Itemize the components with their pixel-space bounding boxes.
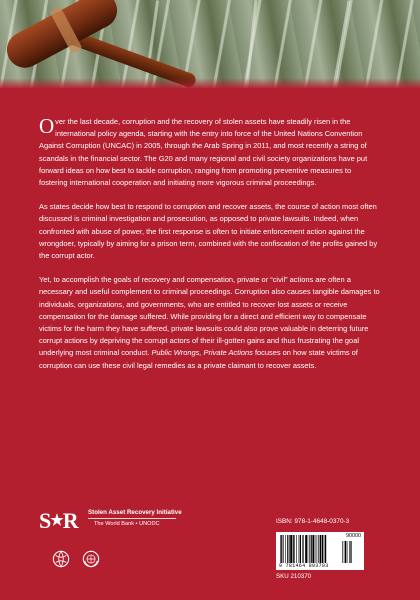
barcode-bar — [302, 535, 303, 563]
barcode-bar — [300, 535, 301, 563]
barcode — [276, 532, 364, 570]
barcode-bar — [322, 535, 323, 563]
barcode-bar — [315, 535, 316, 563]
blurb-paragraph-1-text: ver the last decade, corruption and the recovery of stolen assets have steadily risen in the international policy agenda, starting with the entry into force of the United Nations Convention Against Corruption (UNCAC) in 2005, through the Arab Spring in 2011, and most recently a string of scandals in the financial sector. The G20 and many regional and civil society organizations have put forward ideas on how best to tackle corruption, ranging from promoting preventive measures to fostering international cooperation and initiating more vigorous criminal proceedings. — [39, 117, 368, 188]
barcode-bar — [289, 535, 290, 563]
barcode-bar — [294, 535, 295, 563]
barcode-bar — [290, 535, 292, 563]
isbn-text: ISBN: 978-1-4648-0370-3 — [276, 518, 350, 525]
blurb-paragraph-1 — [39, 116, 381, 189]
barcode-bar — [281, 535, 282, 563]
publisher-name: Stolen Asset Recovery Initiative — [88, 509, 182, 516]
cover-photo — [0, 0, 420, 88]
sku-text: SKU 210370 — [276, 573, 312, 580]
barcode-bar — [299, 535, 300, 563]
barcode-bar — [296, 535, 297, 563]
barcode-addon-bar — [344, 541, 345, 563]
barcode-digits: 9 781464 803703 — [279, 563, 329, 569]
barcode-addon-bar — [347, 541, 348, 563]
barcode-bar — [325, 535, 326, 563]
barcode-bar — [308, 535, 309, 563]
star-logo-r: R — [62, 508, 79, 533]
world-bank-globe-icon — [52, 550, 70, 568]
book-title-italic: Public Wrongs, Private Actions — [151, 348, 253, 358]
barcode-bar — [303, 535, 304, 563]
barcode-bar — [305, 535, 307, 563]
barcode-addon-bar — [350, 541, 351, 563]
back-cover-blurb — [39, 116, 381, 372]
star-icon: ★ — [50, 512, 64, 529]
barcode-bar — [285, 535, 286, 563]
publisher-divider — [88, 518, 176, 519]
barcode-bar — [318, 535, 319, 563]
blurb-paragraph-3-end: focuses on how state victims of corruption can use these civil legal remedies as a private claimant to recover assets. — [39, 348, 358, 370]
barcode-bar — [317, 535, 318, 563]
drop-cap: O — [39, 114, 55, 138]
barcode-bar — [309, 535, 310, 563]
barcode-addon-bar — [349, 541, 350, 563]
barcode-bar — [311, 535, 312, 563]
barcode-bar — [312, 535, 314, 563]
barcode-bar — [280, 535, 281, 563]
un-emblem-icon — [82, 550, 100, 568]
barcode-bar — [283, 535, 284, 563]
star-logo-s: S — [39, 508, 52, 533]
barcode-bar — [287, 535, 288, 563]
barcode-bar — [320, 535, 322, 563]
publisher-partners: The World Bank • UNODC — [94, 521, 160, 527]
blurb-paragraph-3 — [39, 274, 381, 372]
star-logo — [39, 508, 87, 534]
barcode-addon-bar — [345, 541, 346, 563]
blurb-paragraph-3-text: Yet, to accomplish the goals of recovery and compensation, private or “civil” actions are often a necessary and useful complement to criminal proceedings. Corruption also causes tangible damages to individuals, organizations, and governments, who are entitled to recover lost assets or receive compensation for the damage suffered. While providing for a direct and efficient way to compensate victims for the harm they have suffered, private lawsuits could also prove valuable in deterring future corrupt actions by depriving the corrupt actors of their ill-gotten gains and thus frustrating the goal underlying most criminal conduct. — [39, 275, 380, 358]
barcode-addon-bar — [342, 541, 343, 563]
barcode-bar — [293, 535, 294, 563]
blurb-paragraph-2: As states decide how best to respond to corruption and recover assets, the course of action most often discussed is criminal investigation and prosecution, as opposed to private lawsuits. Indeed, when confronted with abuse of power, the first response is often to initiate enforcement action against the wrongdoer, typically by aiming for a prison term, combined with the confiscation of the profits gained by the corrupt actor. — [39, 202, 378, 261]
photo-fade — [0, 78, 420, 88]
barcode-price-code: 90000 — [346, 533, 361, 539]
barcode-bar — [324, 535, 325, 563]
